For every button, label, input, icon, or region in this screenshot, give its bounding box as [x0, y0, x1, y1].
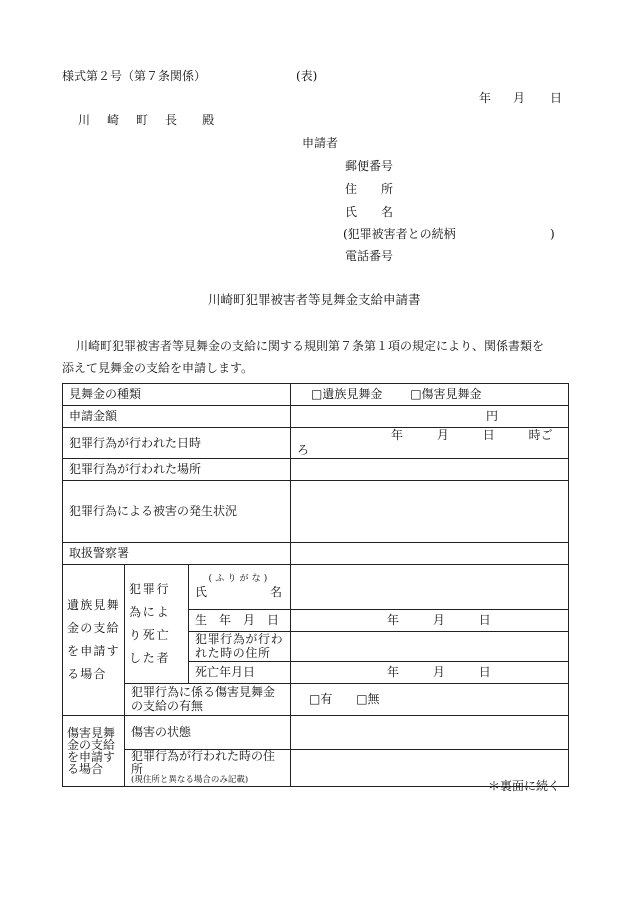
death-date-label: 死亡年月日	[189, 662, 291, 684]
deceased-name-label	[189, 565, 291, 610]
row-place	[63, 459, 569, 481]
form-side-label: (表)	[296, 69, 318, 83]
application-form-table	[62, 383, 569, 787]
birth-label: 生 年 月 日	[189, 610, 291, 632]
injury-state-label: 傷害の状態	[125, 716, 291, 750]
row-type	[63, 384, 569, 406]
postal-code-label: 郵便番号	[345, 159, 394, 173]
row-amount	[63, 406, 569, 428]
injury-state-field[interactable]	[291, 716, 569, 750]
phone-label: 電話番号	[345, 249, 394, 263]
applicant-heading: 申請者	[302, 136, 339, 150]
dt-month: 月	[436, 428, 449, 442]
death-day: 日	[478, 665, 491, 679]
date-month-label: 月	[513, 91, 526, 105]
police-field[interactable]	[291, 543, 569, 565]
no-checkbox[interactable]: □無	[356, 692, 380, 706]
injury-section-label: 傷害見舞金の支給を申請する場合	[63, 716, 125, 787]
injury-address-label	[125, 750, 291, 787]
name-label: 氏 名	[345, 205, 394, 219]
yes-checkbox[interactable]: □有	[309, 692, 333, 706]
date-year-label: 年	[479, 91, 492, 105]
amount-unit: 円	[486, 409, 499, 423]
birth-year: 年	[387, 613, 400, 627]
injury-checkbox[interactable]: □傷害見舞金	[410, 387, 482, 401]
deceased-label: 犯罪行為により死亡した者	[125, 565, 189, 684]
injury-related-field	[291, 684, 569, 716]
amount-label: 申請金額	[63, 406, 291, 428]
birth-month: 月	[432, 613, 445, 627]
damage-field[interactable]	[291, 481, 569, 543]
addressee: 川 崎 町 長 殿	[78, 113, 221, 127]
bereaved-checkbox[interactable]: □遺族見舞金	[311, 387, 383, 401]
row-damage	[63, 481, 569, 543]
death-month: 月	[432, 665, 445, 679]
deceased-address-label: 犯罪行為が行われた時の住所	[189, 632, 291, 662]
name-char-1: 氏	[195, 585, 208, 600]
form-number: 様式第２号（第７条関係）	[62, 69, 207, 83]
place-field[interactable]	[291, 459, 569, 481]
death-year: 年	[387, 665, 400, 679]
injury-address-note: (現住所と異なる場合のみ記載)	[131, 775, 249, 786]
continue-note: ＊裏面に続く	[488, 779, 561, 793]
injury-related-label: 犯罪行為に係る傷害見舞金の支給の有無	[125, 684, 291, 716]
datetime-label: 犯罪行為が行われた日時	[63, 428, 291, 459]
type-label: 見舞金の種類	[63, 384, 291, 406]
birth-field[interactable]	[291, 610, 569, 632]
date-day-label: 日	[550, 91, 563, 105]
relationship-label: (犯罪被害者との続柄	[343, 227, 456, 241]
row-datetime	[63, 428, 569, 459]
deceased-name-field[interactable]	[291, 565, 569, 610]
row-injury-related	[63, 684, 569, 716]
dt-day: 日	[482, 428, 495, 442]
name-char-2: 名	[270, 585, 283, 600]
row-injury-state	[63, 716, 569, 750]
document-title: 川崎町犯罪被害者等見舞金支給申請書	[208, 292, 421, 307]
damage-label: 犯罪行為による被害の発生状況	[63, 481, 291, 543]
deceased-address-field[interactable]	[291, 632, 569, 662]
birth-day: 日	[478, 613, 491, 627]
bereaved-section-label: 遺族見舞金の支給を申請する場合	[63, 565, 125, 716]
row-deceased-name	[63, 565, 569, 610]
row-police	[63, 543, 569, 565]
dt-year: 年	[391, 428, 404, 442]
injury-address-text: 犯罪行為が行われた時の住所	[131, 749, 276, 777]
type-options	[291, 384, 569, 406]
dt-time: 時ごろ	[297, 428, 553, 457]
death-date-field[interactable]	[291, 662, 569, 684]
body-text-line1: 川崎町犯罪被害者等見舞金の支給に関する規則第７条第１項の規定により、関係書類を	[76, 339, 545, 353]
body-text-line2: 添えて見舞金の支給を申請します。	[62, 361, 254, 375]
furigana-label: (ふりがな)	[208, 573, 271, 584]
police-label: 取扱警察署	[63, 543, 291, 565]
place-label: 犯罪行為が行われた場所	[63, 459, 291, 481]
address-label: 住 所	[345, 182, 394, 196]
relationship-close: )	[550, 227, 555, 241]
datetime-field[interactable]	[291, 428, 569, 459]
amount-field[interactable]	[291, 406, 569, 428]
